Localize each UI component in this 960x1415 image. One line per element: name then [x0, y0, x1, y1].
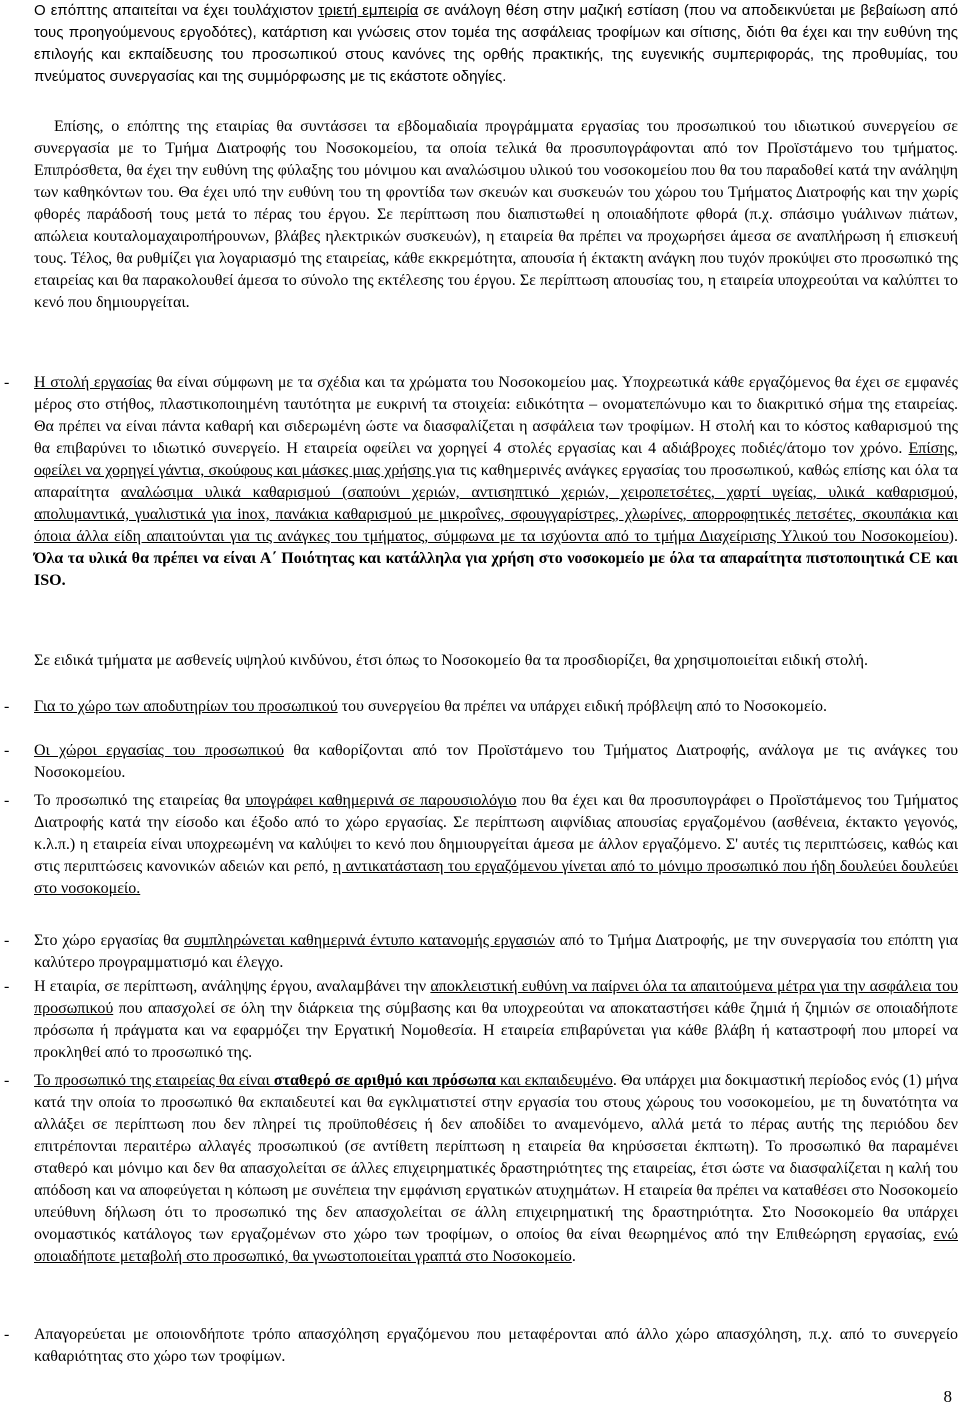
text: του συνεργείου θα πρέπει να υπάρχει ειδική πρόβλεψη από το Νοσοκομείο.	[337, 698, 827, 715]
underlined-text: αναλώσιμα υλικά καθαρισμού (σαπούνι χεριών, αντισηπτικό χεριών, χειροπετσέτες, χαρτί υγείας, υλικά καθαρισμού, απολυμαντικά, γυαλιστικά για inox, πανάκια καθαρισμού με μικροΐνες, σφουγγαρίστρες, χλωρίνες, απορροφητικές πετσέτες, σκουπάκια και όποια άλλα είδη απαιτούνται για τις ανάγκες του τμήματος, σύμφωνα με τα ισχύοντα από το τμήμα Διαχείρισης Υλικού του Νοσοκομείου	[34, 484, 958, 545]
text: Στο χώρο εργασίας θα	[34, 932, 185, 949]
underlined-text: Το προσωπικό της εταιρείας θα είναι	[34, 1072, 274, 1089]
text: από το Τμήμα Διατροφής, με την συνεργασία του επόπτη για καλύτερο προγραμματισμό και έλεγχο.	[34, 932, 958, 971]
page-number: 8	[943, 1387, 952, 1406]
text: Απαγορεύεται με οποιονδήποτε τρόπο απασχόληση εργαζόμενου που μεταφέρονται από άλλο χώρο απασχόληση, π.χ. από το συνεργείο καθαριότητας στο χώρο των τροφίμων.	[34, 1326, 958, 1365]
underlined-text: Η στολή εργασίας	[34, 374, 152, 391]
text: Η εταιρία, σε περίπτωση, ανάληψης έργου, αναλαμβάνει την	[34, 978, 431, 995]
underlined-text: αποκλειστική ευθύνη να παίρνει όλα τα απαιτούμενα μέτρα για την ασφάλεια του προσωπικού	[34, 978, 959, 1017]
text: Το προσωπικό της εταιρείας θα	[34, 792, 246, 809]
bullet-staff-stability	[4, 1070, 959, 1268]
bullet-task-form	[4, 930, 958, 974]
underlined-text: Για το χώρο των αποδυτηρίων του προσωπικού	[34, 698, 338, 715]
text: Ο επόπτης απαιτείται να έχει τουλάχιστον	[34, 2, 319, 19]
paragraph-supervisor-duties	[34, 116, 958, 314]
underlined-text: και εκπαιδευμένο	[495, 1072, 613, 1089]
paragraph-special-uniform	[0, 650, 958, 672]
underlined-text: η αντικατάσταση του εργαζόμενου γίνεται από το μόνιμο προσωπικό που ήδη δουλεύει δουλεύει στο νοσοκομείο.	[34, 858, 959, 897]
bullet-dash: -	[4, 932, 10, 949]
bullet-dash: -	[4, 978, 10, 995]
underlined-text: ενώ οποιαδήποτε μεταβολή στο προσωπικό, θα γνωστοποιείται γραπτά στο Νοσοκομείο	[34, 1226, 958, 1265]
text: που θα έχει και θα προσυπογράφει ο Προϊστάμενος του Τμήματος Διατροφής κατά την είσοδο και έξοδο από το χώρο εργασίας. Σε περίπτωση αιφνίδιας απουσίας εργαζομένου (ασθένεια, έκτακτο γεγονός, κ.λ.π.) η εταιρεία είναι υποχρεωμένη να καλύψει το κενό που δημιουργείται άμεσα με άλλον εργαζόμενο. Σ' αυτές τις περιπτώσεις, καθώς και στις περιπτώσεις κανονικών αδειών και ρεπό,	[34, 792, 958, 875]
bullet-transfer-ban	[4, 1324, 958, 1368]
text: που απασχολεί σε όλη την διάρκεια της σύμβασης και θα υποχρεούται να αποκαταστήσει κάθε ζημιά ή ζημιών σε οποιαδήποτε πρόσωπα ή πράγματα και να εφαρμόζει την Εργατική Νομοθεσία. Η εταιρεία επιβαρύνεται για κάθε βλάβη ή καταστροφή που μπορεί να προκληθεί από το προσωπικό της.	[34, 1000, 958, 1061]
text: για τις καθημερινές ανάγκες εργασίας του προσωπικού, καθώς επίσης και όλα τα απαραίτητα	[34, 462, 958, 501]
bullet-dash: -	[4, 742, 10, 759]
underlined-text: τριετή εμπειρία	[318, 2, 419, 19]
text: σε ανάλογη θέση στην μαζική εστίαση (που να αποδεικνύεται με βεβαίωση από τους προηγούμενους εργοδότες), κατάρτιση και γνώσεις στον τομέα της ασφάλειας τροφίμων και σίτισης, διότι θα έχει και την ευθύνη της επιλογής και εκπαίδευσης του προσωπικού στους κανόνες της ορθής πρακτικής, της ευγενικής συμπεριφοράς, της προθυμίας, του πνεύματος συνεργασίας και της συμμόρφωσης με τις εκάστοτε οδηγίες.	[34, 2, 958, 85]
text: θα είναι σύμφωνη με τα σχέδια και τα χρώματα του Νοσοκομείου μας. Υποχρεωτικά κάθε εργαζόμενος θα έχει σε εμφανές μέρος στο στήθος, πλαστικοποιημένη ταυτότητα με ευκρινή τα στοιχεία: ειδικότητα – ονοματεπώνυμο και το διακριτικό σήμα της εταιρείας. Θα πρέπει να είναι πάντα καθαρή και σιδερωμένη ώστε να διασφαλίζεται η ασφάλεια των τροφίμων. Η στολή και το κόστος καθαρισμού της θα επιβαρύνει το ιδιωτικό συνεργείο. Η εταιρεία οφείλει να χορηγεί 4 στολές εργασίας και 4 αδιάβροχες ποδιές/άτομο τον χρόνο.	[34, 374, 958, 457]
text: . Θα υπάρχει μια δοκιμαστική περίοδος ενός (1) μήνα κατά την οποία το προσωπικό θα εκπαιδευτεί και θα εγκλιματιστεί στην εργασία του στους χώρους του νοσοκομείου, με τη δυνατότητα να αλλάξει σε περίπτωση που δεν πληρεί τις προϋποθέσεις ή δεν αποδίδει το αναμενόμενο, αλλά μετά το πέρας αυτής της περιόδου δεν επιτρέπονται περαιτέρω αλλαγές προσωπικού (σε αντίθετη περίπτωση η εταιρεία θα κηρύσσεται έκπτωτη). Το προσωπικό θα παραμένει σταθερό και μόνιμο και δεν θα απασχολείται σε άλλες επιχειρηματικές δραστηριότητες της εταιρείας, έτσι ώστε να διασφαλίζεται η καλή του απόδοση και να αποφεύγεται η κόπωση με συνέπεια την εμφάνιση εργατικών ατυχημάτων. Η εταιρεία θα πρέπει να καταθέσει στο Νοσοκομείο υπεύθυνη δήλωση ότι το προσωπικό της δεν απασχολείται σε άλλη επιχειρηματική της δραστηριότητα. Στο Νοσοκομείο θα υπάρχει ονομαστικός κατάλογος των εργαζομένων στο χώρο των τροφίμων, ο οποίος θα είναι θεωρημένος από την Επιθεώρηση εργασίας,	[34, 1072, 959, 1243]
bullet-safety	[4, 976, 959, 1064]
bullet-dash: -	[4, 1072, 10, 1089]
bullet-uniform	[4, 372, 958, 592]
underlined-text: συμπληρώνεται καθημερινά έντυπο κατανομής εργασιών	[184, 932, 555, 949]
bullet-attendance	[4, 790, 959, 900]
text: Επίσης, ο επόπτης της εταιρίας θα συντάσσει τα εβδομαδιαία προγράμματα εργασίας του προσωπικού του ιδιωτικού συνεργείου σε συνεργασία με το Τμήμα Διατροφής του Νοσοκομείου, τα οποία τελικά θα προσυπογράφονται από τον Προϊστάμενο του τμήματος. Επιπρόσθετα, θα έχει την ευθύνη της φύλαξης του μόνιμου και αναλώσιμου υλικού του νοσοκομείου που θα του παραδοθεί κατά την ανάληψη των καθηκόντων του. Θα έχει υπό την ευθύνη του τη φροντίδα των σκευών και συσκευών του χώρου του Τμήματος Διατροφής και την χωρίς φθορές παράδοσή τους μετά το πέρας του έργου. Σε περίπτωση που διαπιστωθεί η οποιαδήποτε φθορά (π.χ. σπάσιμο γυάλινων πιάτων, απώλεια κουταλομαχαιροπήρουνων, βλάβες ηλεκτρικών συσκευών), η εταιρεία θα πρέπει να προχωρήσει άμεσα σε αναπλήρωση ή επισκευή τους. Τέλος, θα ρυθμίζει για λογαριασμό της εταιρείας, κάθε εκκρεμότητα, απουσία ή έκτακτη ανάγκη που τυχόν προκύψει στο προσωπικό της εταιρείας και θα παρακολουθεί άμεσα το σύνολο της εκτέλεσης του έργου. Σε περίπτωση απουσίας του, η εταιρεία υποχρεούται να καλύπτει το κενό που δημιουργείται.	[34, 118, 958, 311]
text: .	[571, 1248, 576, 1265]
bullet-dash: -	[4, 698, 10, 715]
underlined-text: Επίσης, οφείλει να χορηγεί γάντια, σκούφους και μάσκες μιας χρήσης	[34, 440, 958, 479]
paragraph-supervisor-experience	[34, 0, 958, 88]
bold-underlined-text: σταθερό σε αριθμό και πρόσωπα	[273, 1072, 496, 1089]
underlined-text: υπογράφει καθημερινά σε παρουσιολόγιο	[245, 792, 517, 809]
text: ).	[948, 528, 958, 545]
bullet-dash: -	[4, 792, 10, 809]
bullet-work-areas	[4, 740, 958, 784]
bullet-changing-rooms	[4, 696, 958, 718]
text: θα καθορίζονται από τον Προϊστάμενο του Τμήματος Διατροφής, ανάλογα με τις ανάγκες του Νοσοκομείου.	[34, 742, 958, 781]
underlined-text: Οι χώροι εργασίας του προσωπικού	[34, 742, 285, 759]
text: Σε ειδικά τμήματα με ασθενείς υψηλού κινδύνου, έτσι όπως το Νοσοκομείο θα τα προσδιορίζει, θα χρησιμοποιείται ειδική στολή.	[34, 652, 868, 669]
bold-text: Όλα τα υλικά θα πρέπει να είναι Α΄ Ποιότητας και κατάλληλα για χρήση στο νοσοκομείο με όλα τα απαραίτητα πιστοποιητικά CE και ISO.	[34, 550, 958, 589]
bullet-dash: -	[4, 374, 10, 391]
bullet-dash: -	[4, 1326, 10, 1343]
